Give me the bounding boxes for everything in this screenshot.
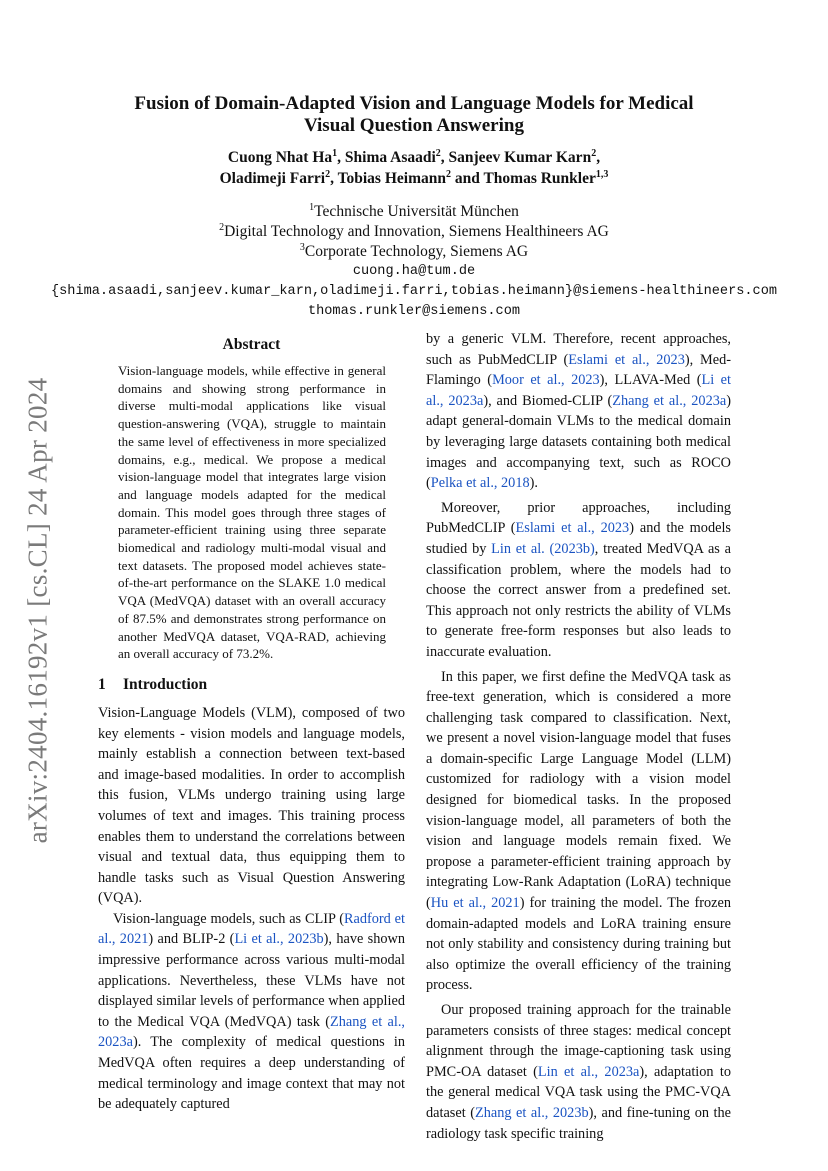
citation-link[interactable]: Eslami et al., 2023 xyxy=(515,520,630,537)
affiliation: $^3$Corporate Technology, Siemens AG xyxy=(299,241,529,260)
citation-link[interactable]: Zhang et al., 2023b xyxy=(474,1104,589,1121)
citation-link[interactable]: Radford et al., 2021 xyxy=(98,910,405,948)
title-line-1: Fusion of Domain-Adapted Vision and Language Models for Medical xyxy=(134,93,694,114)
intro-paragraph-1: Vision-Language Models (VLM), composed of two key elements - vision models and language models, mainly establish a connection between text-based and image-based modalities. In order to accomplish this fusion, VLMs undergo training using large volumes of text and images. This training process enables them to understand the correlations between visual and textual data, thus equipping them to handle tasks such as Visual Question Answering (VQA). xyxy=(98,704,405,907)
affiliation: $^2$Digital Technology and Innovation, Siemens Healthineers AG xyxy=(219,221,609,240)
right-column xyxy=(426,329,731,1144)
intro-paragraph-2: Vision-language models, such as CLIP (Radford et al., 2021) and BLIP-2 (Li et al., 2023b), have shown impressive performance across various multi-modal applications. Nevertheless, these VLMs have not displayed similar levels of performance when applied to the Medical VQA (MedVQA) task (Zhang et al., 2023a). The complexity of medical questions in MedVQA often requires a deep understanding of medical terminology and image context that may not be adequately captured xyxy=(98,910,405,1113)
author: Thomas Runkler$^{1,3}$ xyxy=(483,168,609,187)
intro-paragraph-2-continued: by a generic VLM. Therefore, recent approaches, such as PubMedCLIP (Eslami et al., 2023), Med-Flamingo (Moor et al., 2023), LLAVA-Med (Li et al., 2023a), and Biomed-CLIP (Zhang et al., 2023a) adapt general-domain VLMs to the medical domain by leveraging large datasets containing both medical images and accompanying text, such as ROCO (Pelka et al., 2018). xyxy=(426,331,731,492)
author: Shima Asaadi$^2$ xyxy=(344,147,441,166)
email-line: cuong.ha@tum.de xyxy=(352,264,476,279)
arxiv-stamp xyxy=(18,370,58,850)
abstract-heading: Abstract xyxy=(222,336,281,353)
email-line: {shima.asaadi,sanjeev.kumar_karn,oladimeji.farri,tobias.heimann}@siemens-healthineers.com xyxy=(50,284,778,299)
citation-link[interactable]: Moor et al., 2023 xyxy=(492,372,600,389)
citation-link[interactable]: Zhang et al., 2023a xyxy=(612,392,727,409)
section-heading-introduction: 1 Introduction xyxy=(98,675,208,693)
citation-link[interactable]: Li et al., 2023a xyxy=(426,372,731,409)
abstract-text: Vision-language models, while effective in general domains and showing strong performance in diverse multi-modal applications like visual question-answering (VQA), struggle to maintain the same level of effectiveness in more specialized domains, e.g., medical. We propose a medical vision-language model that integrates large vision and language models adapted for the medical domain. This model goes through three stages of parameter-efficient training using three separate biomedical and radiology multi-modal visual and text datasets. The proposed model achieves state-of-the-art performance on the SLAKE 1.0 medical VQA (MedVQA) dataset with an overall accuracy of 87.5% and demonstrates strong performance on another MedVQA dataset, VQA-RAD, achieving an overall accuracy of 73.2%. xyxy=(118,363,386,662)
citation-link[interactable]: Hu et al., 2021 xyxy=(430,895,520,912)
intro-paragraph-5: Our proposed training approach for the trainable parameters consists of three stages: medical concept alignment through the image-captioning task using PMC-OA dataset (Lin et al., 2023a), adaptation to the general medical VQA task using the PMC-VQA dataset (Zhang et al., 2023b), and fine-tuning on the radiology task specific training xyxy=(426,1002,731,1142)
citation-link[interactable]: Li et al., 2023b xyxy=(234,931,324,948)
citation-link[interactable]: Eslami et al., 2023 xyxy=(568,351,685,368)
paper-header xyxy=(0,93,828,322)
intro-paragraph-4: In this paper, we first define the MedVQA task as free-text generation, which is considered a more challenging task compared to classification. Next, we present a novel vision-language model that fuses a domain-specific Large Language Model (LLM) customized for radiology with a vision model designed for biomedical tasks. In the proposed vision-language model, all parameters of both the vision and language models remain fixed. We propose a parameter-efficient training approach by integrating Low-Rank Adaptation (LoRA) technique (Hu et al., 2021) for training the model. The frozen domain-adapted models and LoRA training ensure not only stability and consistency during training but also optimize the overall efficiency of the training process. xyxy=(426,668,732,994)
author: Oladimeji Farri$^2$ xyxy=(219,168,331,187)
citation-link[interactable]: Lin et al., 2023a xyxy=(537,1063,640,1080)
author: Sanjeev Kumar Karn$^2$ xyxy=(448,147,597,166)
author-list: Cuong Nhat Ha$^1$, Shima Asaadi$^2$, Sanjeev Kumar Karn$^2$, Oladimeji Farri$^2$, Tobias Heimann$^2$ and Thomas Runkler$^{1,3}$ xyxy=(219,147,609,187)
author: Cuong Nhat Ha$^1$ xyxy=(227,147,338,166)
citation-link[interactable]: Zhang et al., 2023a xyxy=(98,1013,405,1051)
citation-link[interactable]: Pelka et al., 2018 xyxy=(430,475,530,492)
title-line-2: Visual Question Answering xyxy=(304,115,524,136)
affiliation: $^1$Technische Universität München xyxy=(309,201,519,220)
citation-link[interactable]: Lin et al. (2023b) xyxy=(491,540,595,557)
paper-title xyxy=(0,93,828,137)
author: Tobias Heimann$^2$ xyxy=(337,168,451,187)
affiliation-list xyxy=(0,202,828,322)
intro-paragraph-3: Moreover, prior approaches, including PubMedCLIP (Eslami et al., 2023) and the models studied by Lin et al. (2023b), treated MedVQA as a classification problem, where the models had to choose the correct answer from a predefined set. This approach not only restricts the ability of VLMs to generate free-form responses but also leads to inaccurate evaluation. xyxy=(426,499,731,660)
email-line: thomas.runkler@siemens.com xyxy=(307,304,521,319)
arxiv-stamp-text: arXiv:2404.16192v1 [cs.CL] 24 Apr 2024 xyxy=(22,377,53,843)
left-column xyxy=(98,336,405,1115)
